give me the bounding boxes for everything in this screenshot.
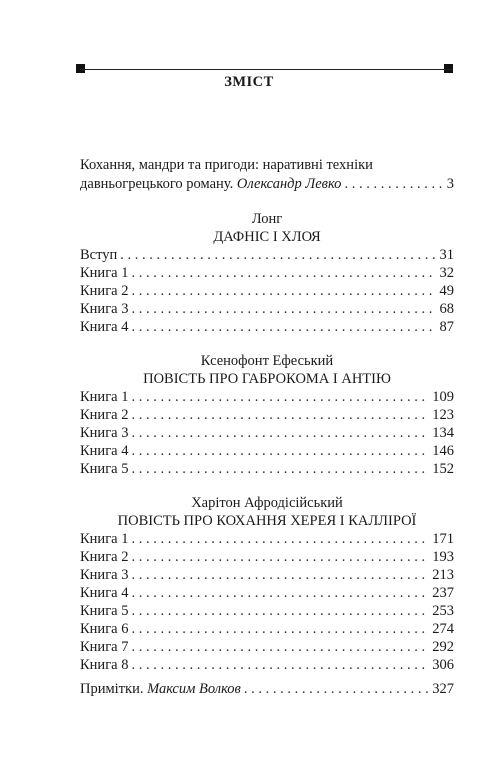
header-rule xyxy=(80,69,453,70)
toc-entry[interactable] xyxy=(80,620,454,638)
entry-label: Книга 2 xyxy=(80,549,129,565)
notes-label: Примітки. xyxy=(80,681,144,697)
toc-entry[interactable] xyxy=(80,460,454,478)
entry-page: 68 xyxy=(439,301,454,317)
entry-page: 306 xyxy=(432,657,454,673)
toc-entry[interactable] xyxy=(80,530,454,548)
entry-label: Книга 5 xyxy=(80,461,129,477)
dot-leader xyxy=(131,530,429,548)
dot-leader xyxy=(131,656,429,674)
entry-label: Книга 1 xyxy=(80,531,129,547)
toc-entry[interactable] xyxy=(80,548,454,566)
section-author: Лонг xyxy=(251,211,283,227)
toc-entry[interactable] xyxy=(80,318,454,336)
entry-page: 237 xyxy=(432,585,454,601)
dot-leader xyxy=(131,282,436,300)
toc-entry[interactable] xyxy=(80,282,454,300)
toc-entry[interactable] xyxy=(80,638,454,656)
notes-author: Максим Волков xyxy=(147,681,241,697)
section-author: Ксенофонт Ефеський xyxy=(200,353,334,369)
toc-entry[interactable] xyxy=(80,246,454,264)
section-title: ПОВІСТЬ ПРО КОХАННЯ ХЕРЕЯ І КАЛЛІРОЇ xyxy=(117,513,417,529)
toc-entry[interactable] xyxy=(80,602,454,620)
toc-entry[interactable] xyxy=(80,442,454,460)
entry-label: Книга 2 xyxy=(80,283,129,299)
dot-leader xyxy=(131,566,429,584)
notes-page: 327 xyxy=(432,681,454,697)
dot-leader xyxy=(131,318,436,336)
intro-author: Олександр Левко xyxy=(236,176,342,192)
entry-label: Книга 7 xyxy=(80,639,129,655)
dot-leader xyxy=(131,424,429,442)
section-title: ДАФНІС І ХЛОЯ xyxy=(213,229,321,245)
toc-entry[interactable] xyxy=(80,388,454,406)
toc-entry[interactable] xyxy=(80,300,454,318)
toc-section xyxy=(80,210,454,336)
table-of-contents xyxy=(80,156,454,698)
entry-label: Книга 1 xyxy=(80,389,129,405)
entry-label: Книга 3 xyxy=(80,567,129,583)
toc-entry[interactable] xyxy=(80,584,454,602)
toc-notes-entry[interactable] xyxy=(80,680,454,698)
entry-label: Книга 3 xyxy=(80,301,129,317)
entry-label: Книга 4 xyxy=(80,319,129,335)
entry-label: Книга 8 xyxy=(80,657,129,673)
dot-leader xyxy=(131,460,429,478)
toc-entry[interactable] xyxy=(80,566,454,584)
dot-leader xyxy=(131,548,429,566)
section-author: Харітон Афродісійський xyxy=(191,495,343,511)
intro-line-1: Кохання, мандри та пригоди: наративні техніки xyxy=(80,157,373,173)
entry-page: 109 xyxy=(432,389,454,405)
dot-leader xyxy=(131,442,429,460)
entry-page: 213 xyxy=(432,567,454,583)
entry-label: Книга 1 xyxy=(80,265,129,281)
toc-entry[interactable] xyxy=(80,656,454,674)
dot-leader xyxy=(131,620,429,638)
dot-leader xyxy=(131,584,429,602)
entry-page: 274 xyxy=(432,621,454,637)
dot-leader xyxy=(131,406,429,424)
entry-page: 292 xyxy=(432,639,454,655)
toc-section xyxy=(80,494,454,698)
entry-page: 146 xyxy=(432,443,454,459)
entry-page: 32 xyxy=(439,265,454,281)
intro-page-number: 3 xyxy=(446,176,454,192)
dot-leader xyxy=(131,602,429,620)
entry-label: Вступ xyxy=(80,247,118,263)
page-title: ЗМІСТ xyxy=(224,74,274,90)
entry-page: 152 xyxy=(432,461,454,477)
entry-label: Книга 3 xyxy=(80,425,129,441)
entry-page: 253 xyxy=(432,603,454,619)
entry-page: 134 xyxy=(432,425,454,441)
toc-entry[interactable] xyxy=(80,424,454,442)
dot-leader xyxy=(131,638,429,656)
entry-label: Книга 6 xyxy=(80,621,129,637)
dot-leader xyxy=(131,388,429,406)
toc-section xyxy=(80,352,454,478)
dot-leader xyxy=(244,680,429,698)
toc-entry[interactable] xyxy=(80,406,454,424)
entry-page: 123 xyxy=(432,407,454,423)
dot-leader xyxy=(131,264,436,282)
entry-label: Книга 4 xyxy=(80,443,129,459)
section-title: ПОВІСТЬ ПРО ГАБРОКОМА І АНТІЮ xyxy=(143,371,391,387)
entry-page: 171 xyxy=(432,531,454,547)
entry-page: 87 xyxy=(439,319,454,335)
toc-intro-entry[interactable] xyxy=(80,156,454,194)
dot-leader xyxy=(120,246,436,264)
entry-label: Книга 2 xyxy=(80,407,129,423)
entry-label: Книга 5 xyxy=(80,603,129,619)
intro-line-2: давньогрецького роману. xyxy=(80,176,234,192)
dot-leader xyxy=(131,300,436,318)
dot-leader xyxy=(344,175,443,194)
entry-page: 31 xyxy=(439,247,454,263)
entry-page: 193 xyxy=(432,549,454,565)
entry-label: Книга 4 xyxy=(80,585,129,601)
toc-entry[interactable] xyxy=(80,264,454,282)
entry-page: 49 xyxy=(439,283,454,299)
